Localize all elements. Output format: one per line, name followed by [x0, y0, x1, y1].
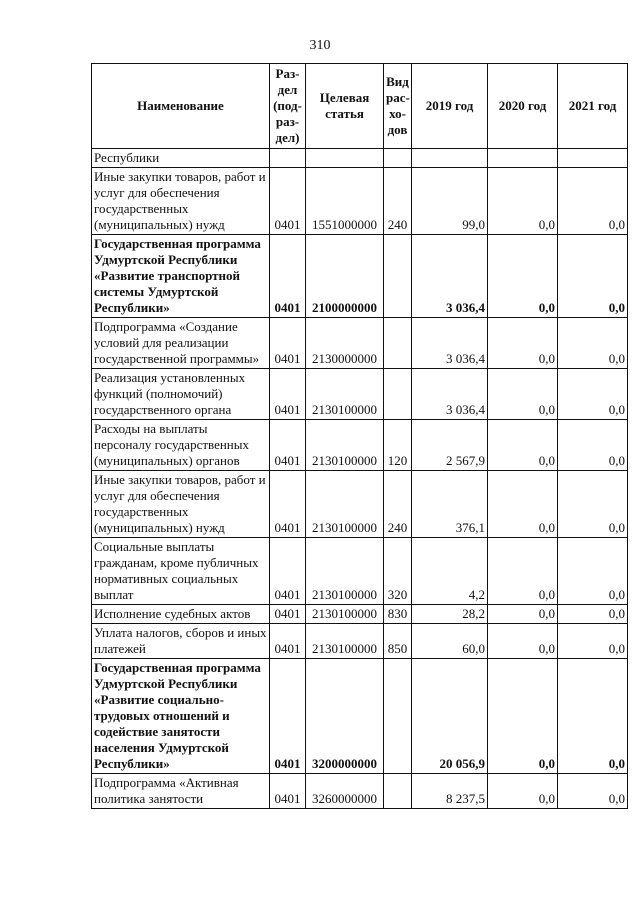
cell-2020: 0,0	[488, 774, 558, 809]
cell-2021: 0,0	[558, 318, 628, 369]
cell-name: Подпрограмма «Активная политика занятости	[92, 774, 270, 809]
cell-target: 2130100000	[306, 538, 384, 605]
header-target-text: Целевая статья	[319, 90, 370, 121]
cell-2019	[412, 149, 488, 168]
header-type-text: Вид рас- хо- дов	[386, 74, 410, 137]
cell-2021: 0,0	[558, 659, 628, 774]
header-2019: 2019 год	[412, 64, 488, 149]
cell-section: 0401	[270, 168, 306, 235]
cell-section: 0401	[270, 318, 306, 369]
cell-name: Республики	[92, 149, 270, 168]
cell-target: 2100000000	[306, 235, 384, 318]
cell-2019: 2 567,9	[412, 420, 488, 471]
cell-name: Расходы на выплаты персоналу государственных (муниципальных) органов	[92, 420, 270, 471]
header-target	[306, 64, 384, 149]
cell-section: 0401	[270, 538, 306, 605]
table-row	[92, 168, 628, 235]
header-2021: 2021 год	[558, 64, 628, 149]
cell-section: 0401	[270, 605, 306, 624]
cell-2019: 99,0	[412, 168, 488, 235]
cell-section: 0401	[270, 659, 306, 774]
table-row	[92, 538, 628, 605]
budget-table	[91, 63, 628, 809]
cell-2019: 8 237,5	[412, 774, 488, 809]
table-row	[92, 624, 628, 659]
cell-target: 2130100000	[306, 420, 384, 471]
cell-name: Исполнение судебных актов	[92, 605, 270, 624]
header-section	[270, 64, 306, 149]
header-name: Наименование	[92, 64, 270, 149]
table-row	[92, 235, 628, 318]
cell-2021: 0,0	[558, 168, 628, 235]
cell-type: 320	[384, 538, 412, 605]
cell-2020: 0,0	[488, 235, 558, 318]
cell-2021	[558, 149, 628, 168]
cell-2020: 0,0	[488, 538, 558, 605]
cell-type	[384, 318, 412, 369]
cell-section: 0401	[270, 369, 306, 420]
cell-2020: 0,0	[488, 605, 558, 624]
cell-target: 2130100000	[306, 605, 384, 624]
cell-name: Иные закупки товаров, работ и услуг для обеспечения государственных (муниципальных) нужд	[92, 471, 270, 538]
table-row	[92, 318, 628, 369]
cell-type	[384, 659, 412, 774]
cell-2019: 3 036,4	[412, 235, 488, 318]
cell-name: Подпрограмма «Создание условий для реализации государственной программы»	[92, 318, 270, 369]
cell-type	[384, 235, 412, 318]
cell-2020	[488, 149, 558, 168]
cell-2020: 0,0	[488, 420, 558, 471]
cell-2020: 0,0	[488, 318, 558, 369]
cell-name: Реализация установленных функций (полномочий) государственного органа	[92, 369, 270, 420]
cell-2019: 376,1	[412, 471, 488, 538]
table-row	[92, 471, 628, 538]
cell-name: Государственная программа Удмуртской Республики «Развитие социально-трудовых отношений и содействие занятости населения Удмуртской Республики»	[92, 659, 270, 774]
cell-type: 830	[384, 605, 412, 624]
cell-2021: 0,0	[558, 624, 628, 659]
cell-type: 240	[384, 168, 412, 235]
table-row	[92, 420, 628, 471]
cell-2020: 0,0	[488, 624, 558, 659]
cell-2020: 0,0	[488, 168, 558, 235]
cell-type	[384, 774, 412, 809]
cell-2021: 0,0	[558, 605, 628, 624]
cell-target: 2130100000	[306, 471, 384, 538]
cell-section: 0401	[270, 235, 306, 318]
table-body	[92, 149, 628, 809]
cell-2021: 0,0	[558, 471, 628, 538]
cell-section	[270, 149, 306, 168]
header-type	[384, 64, 412, 149]
cell-type: 850	[384, 624, 412, 659]
cell-target: 3260000000	[306, 774, 384, 809]
header-section-text: Раз- дел (под- раз- дел)	[273, 66, 302, 145]
cell-section: 0401	[270, 624, 306, 659]
cell-2021: 0,0	[558, 774, 628, 809]
cell-2020: 0,0	[488, 659, 558, 774]
cell-2021: 0,0	[558, 235, 628, 318]
cell-2019: 28,2	[412, 605, 488, 624]
page-number: 310	[309, 38, 331, 53]
cell-2019: 3 036,4	[412, 318, 488, 369]
table-row	[92, 605, 628, 624]
cell-target: 2130100000	[306, 624, 384, 659]
cell-2021: 0,0	[558, 538, 628, 605]
cell-type	[384, 369, 412, 420]
cell-2021: 0,0	[558, 420, 628, 471]
cell-target: 2130100000	[306, 369, 384, 420]
table-row	[92, 774, 628, 809]
table-row	[92, 149, 628, 168]
cell-2020: 0,0	[488, 471, 558, 538]
cell-target: 1551000000	[306, 168, 384, 235]
cell-section: 0401	[270, 471, 306, 538]
cell-name: Социальные выплаты гражданам, кроме публичных нормативных социальных выплат	[92, 538, 270, 605]
cell-target: 3200000000	[306, 659, 384, 774]
cell-2019: 3 036,4	[412, 369, 488, 420]
cell-target: 2130000000	[306, 318, 384, 369]
cell-2019: 20 056,9	[412, 659, 488, 774]
cell-type: 240	[384, 471, 412, 538]
cell-name: Государственная программа Удмуртской Республики «Развитие транспортной системы Удмуртской Республики»	[92, 235, 270, 318]
cell-2019: 4,2	[412, 538, 488, 605]
cell-section: 0401	[270, 774, 306, 809]
table-row	[92, 659, 628, 774]
cell-section: 0401	[270, 420, 306, 471]
cell-type: 120	[384, 420, 412, 471]
header-2020: 2020 год	[488, 64, 558, 149]
cell-type	[384, 149, 412, 168]
cell-name: Иные закупки товаров, работ и услуг для обеспечения государственных (муниципальных) нужд	[92, 168, 270, 235]
cell-target	[306, 149, 384, 168]
table-row	[92, 369, 628, 420]
cell-name: Уплата налогов, сборов и иных платежей	[92, 624, 270, 659]
table-header-row	[92, 64, 628, 149]
cell-2021: 0,0	[558, 369, 628, 420]
cell-2020: 0,0	[488, 369, 558, 420]
cell-2019: 60,0	[412, 624, 488, 659]
